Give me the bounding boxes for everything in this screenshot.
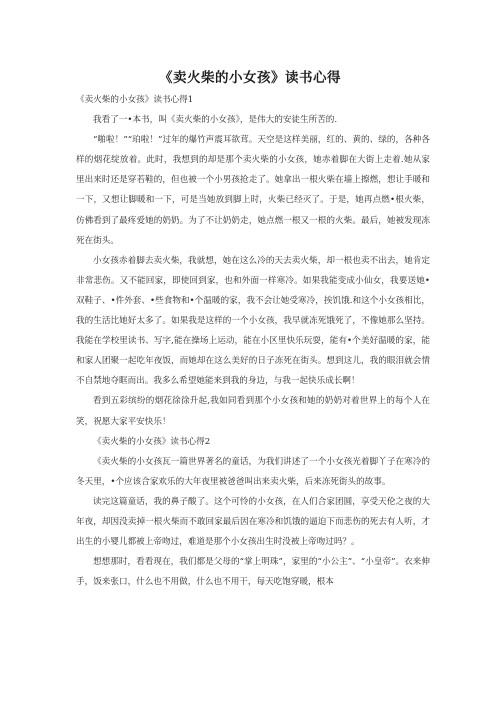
document-title: 《卖火柴的小女孩》读书心得 [159,70,341,86]
paragraph: 读完这篇童话，我的鼻子酸了。这个可怜的小女孩，在人们合家团圆，享受天伦之夜的大年夜，却因没卖掉一根火柴而不敢回家最后因在寒冷和饥饿的逼迫下而悲伤的死去有人听，才出生的小婴儿都被上帝吻过，难道是那个小女孩出生时没被上帝吻过吗？。 [76,496,430,548]
paragraph: 《卖火柴的小女孩瓦一篇世界著名的童话，为我们讲述了一个小女孩光着脚丫子在寒冷的冬天里，•个应该合家欢乐的大年夜里被爸爸叫出来卖火柴，后来冻死街头的故事。 [76,456,430,487]
paragraph: 看到五彩缤纷的烟花徐徐升起,我如同看到那个小女孩和她的奶奶对着世界上的每个人在笑，祝愿大家平安快乐！ [76,396,430,427]
paragraph: 我看了一•本书，叫《卖火柴的小女孩》，是伟大的安徒生所苦的. [93,115,338,126]
paragraph: “啪啦！”“珀啦！”过年的爆竹声震耳欲茸。天空是这样美丽，红的、黄的、绿的，各种各样的烟花绽放着。此时，我想到的却是那个卖火柴的小女孩，她赤着脚在大街上走着.她从家里出来时还是穿若鞋的，但也被一个小男孩抢走了。她拿出一根火柴在墙上擦燃，想让手暖和一下，又想让脚暖和一下，可是当她放到脚上时，火柴已经灭了。于是，她再点燃•根火柴，仿佛看到了最疼爱她的奶奶。为了不让奶奶走，她点燃一根又一根的火柴。最后，她被发现冻死在街头。 [76,135,430,246]
section-heading-2: 《卖火柴的小女孩》读书心得2 [93,436,211,447]
paragraph: 想想那时，看看现在，我们都是父母的“掌上明珠”，家里的“小公主”、“小皇帝”。衣来伸手，饭来张口，什么也不用做，什么也不用干，每天吃饱穿暖，根本 [76,557,430,588]
paragraph: 小女孩赤着脚去卖火柴，我就想，她在这么冷的天去卖火柴，却一根也卖不出去，她肯定非常悲伤。又不能回家，即使回到家，也和外面一样寒冷。如果我能变成小仙女，我要送她•双鞋子、•件外套、•些食物和•个温暖的家，我不会让她受寒冷，挨饥饿.和这个小女孩相比，我的生活比她好太多了。如果我是这样的一个小女孩，我早就冻死饿死了，不像她那么坚持。我能在学校里读书、写字,能在操场上运动，能在小区里快乐玩耍，能有•个美好温暖的家，能和家人团聚一起吃年夜饭，而她却在这么美好的日子冻死在街头。想到这儿，我的眼泪就会情不自禁地夺眶而出。我多么希望她能来到我的身边，与我一起快乐成长啊！ [76,255,430,387]
section-heading-1: 《卖火柴的小女孩》读书心得1 [76,95,194,105]
document-body [76,90,430,592]
